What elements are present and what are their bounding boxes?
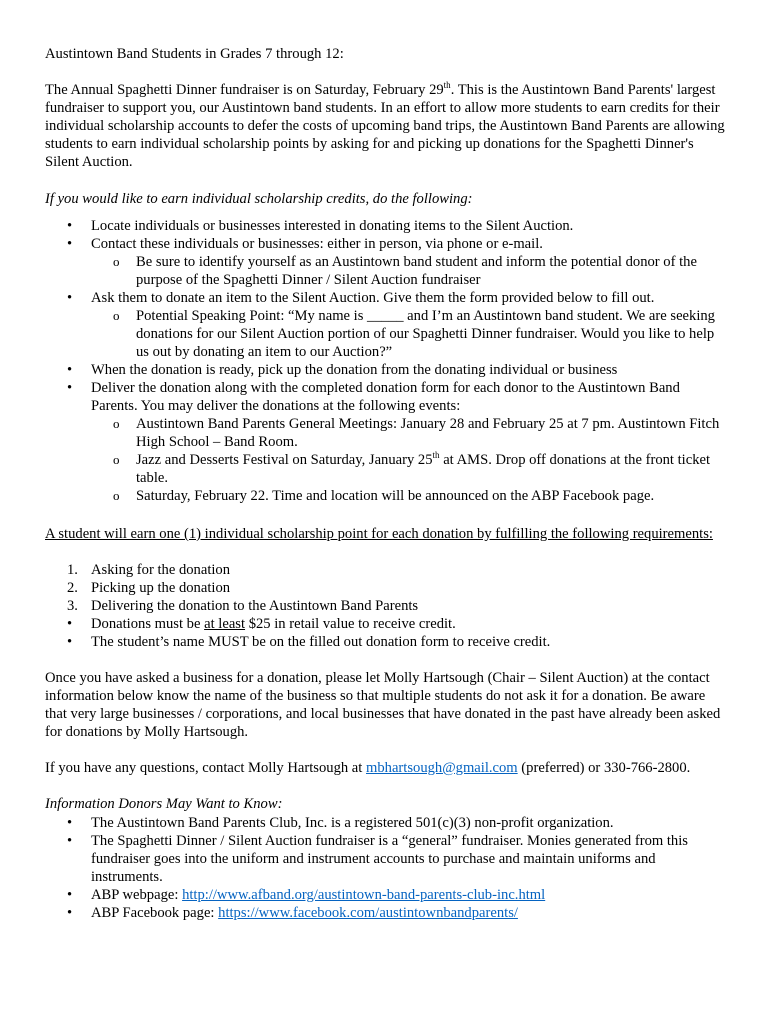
requirement-item [45, 561, 727, 579]
bullet-icon: • [67, 218, 73, 234]
sub-step-item [45, 451, 727, 487]
sub-step-text: at AMS. Drop off donations at the front ticket table. [136, 452, 711, 486]
greeting: Austintown Band Students in Grades 7 through 12: [45, 46, 344, 62]
bullet-icon: • [67, 290, 73, 306]
requirement-text: Picking up the donation [91, 580, 231, 596]
bullet-icon: • [67, 905, 73, 921]
step-text: When the donation is ready, pick up the donation from the donating individual or business [91, 362, 618, 378]
step-item [45, 235, 727, 289]
step-item [45, 289, 727, 361]
sub-bullet-icon: o [113, 308, 120, 323]
requirement-text: Delivering the donation to the Austintown Band Parents [91, 598, 419, 614]
donor-info-item [45, 904, 727, 922]
sub-step-item [45, 253, 727, 289]
email-link[interactable]: mbhartsough@gmail.com [366, 760, 518, 776]
requirement-item [45, 597, 727, 615]
sub-steps-list [91, 307, 727, 361]
donor-info-list [45, 814, 727, 922]
webpage-link[interactable]: http://www.afband.org/austintown-band-parents-club-inc.html [182, 887, 546, 903]
sub-step-superscript: th [432, 450, 440, 460]
bullet-icon: • [67, 236, 73, 252]
steps-heading: If you would like to earn individual scholarship credits, do the following: [45, 191, 473, 207]
sub-steps-list [91, 253, 727, 289]
sub-bullet-icon: o [113, 452, 120, 467]
bullet-icon: • [67, 634, 73, 650]
requirement-emphasis: at least [204, 616, 246, 632]
bullet-icon: • [67, 887, 73, 903]
sub-step-item [45, 415, 727, 451]
requirement-item [45, 615, 727, 633]
requirement-text: $25 in retail value to receive credit. [245, 616, 456, 632]
requirements-list [45, 561, 727, 651]
requirement-item [45, 579, 727, 597]
bullet-icon: • [67, 833, 73, 849]
step-item [45, 379, 727, 505]
steps-list [45, 217, 727, 505]
step-text: Locate individuals or businesses interested in donating items to the Silent Auction. [91, 218, 574, 234]
donor-info-item [45, 886, 727, 904]
sub-bullet-icon: o [113, 416, 120, 431]
facebook-link[interactable]: https://www.facebook.com/austintownbandparents/ [218, 905, 518, 921]
requirements-heading: A student will earn one (1) individual scholarship point for each donation by fulfilling the following requirements: [45, 526, 713, 542]
sub-steps-list [91, 415, 727, 505]
sub-step-text: Potential Speaking Point: “My name is _____ and I’m an Austintown band student. We are seeking donations for our Silent Auction portion of our Spaghetti Dinner fundraiser. Would you like to help us out by donating an item to our Auction?” [136, 308, 715, 360]
contact-paragraph [45, 759, 727, 777]
list-number: 2. [67, 580, 78, 596]
donor-info-text: The Austintown Band Parents Club, Inc. is a registered 501(c)(3) non-profit organization. [91, 815, 614, 831]
step-text: Ask them to donate an item to the Silent Auction. Give them the form provided below to fill out. [91, 290, 655, 306]
requirement-item [45, 633, 727, 651]
donor-info-text: ABP Facebook page: [91, 905, 219, 921]
donor-info-item [45, 832, 727, 886]
intro-paragraph [45, 81, 727, 171]
donor-info-item [45, 814, 727, 832]
requirement-text: Asking for the donation [91, 562, 231, 578]
bullet-icon: • [67, 616, 73, 632]
intro-text-1: The Annual Spaghetti Dinner fundraiser is on Saturday, February 29 [45, 82, 444, 98]
step-item [45, 217, 727, 235]
sub-step-item [45, 307, 727, 361]
list-number: 3. [67, 598, 78, 614]
donor-info-heading: Information Donors May Want to Know: [45, 796, 283, 812]
sub-step-item [45, 487, 727, 505]
sub-step-text: Jazz and Desserts Festival on Saturday, January 25 [136, 452, 433, 468]
bullet-icon: • [67, 815, 73, 831]
sub-step-text: Saturday, February 22. Time and location will be announced on the ABP Facebook page. [136, 488, 655, 504]
contact-text: If you have any questions, contact Molly Hartsough at [45, 760, 366, 776]
sub-step-text: Austintown Band Parents General Meetings: January 28 and February 25 at 7 pm. Austintown Fitch High School – Band Room. [136, 416, 720, 450]
bullet-icon: • [67, 380, 73, 396]
requirement-text: The student’s name MUST be on the filled out donation form to receive credit. [91, 634, 551, 650]
intro-superscript: th [443, 80, 451, 90]
sub-step-text: Be sure to identify yourself as an Austintown band student and inform the potential donor of the purpose of the Spaghetti Dinner / Silent Auction fundraiser [136, 254, 697, 288]
step-item [45, 361, 727, 379]
requirement-text: Donations must be [91, 616, 205, 632]
intro-text-2: . This is the Austintown Band Parents' largest fundraiser to support you, our Austintown band students. In an effort to allow more students to earn credits for their individual scholarship accounts to defer the costs of upcoming band trips, the Austintown Band Parents are allowing students to earn individual scholarship points by asking for and picking up donations for the Spaghetti Dinner's Silent Auction. [45, 82, 725, 170]
bullet-icon: • [67, 362, 73, 378]
sub-bullet-icon: o [113, 254, 120, 269]
step-text: Deliver the donation along with the completed donation form for each donor to the Austintown Band Parents. You may deliver the donations at the following events: [91, 380, 680, 414]
contact-text: (preferred) or 330-766-2800. [517, 760, 691, 776]
donor-info-text: The Spaghetti Dinner / Silent Auction fundraiser is a “general” fundraiser. Monies generated from this fundraiser goes into the uniform and instrument accounts to purchase and maintain uniforms and instruments. [91, 833, 688, 885]
list-number: 1. [67, 562, 78, 578]
step-text: Contact these individuals or businesses: either in person, via phone or e-mail. [91, 236, 543, 252]
donor-info-text: ABP webpage: [91, 887, 183, 903]
notice-paragraph: Once you have asked a business for a donation, please let Molly Hartsough (Chair – Silent Auction) at the contact information below know the name of the business so that multiple students do not ask it for a donation. Be aware that very large businesses / corporations, and local businesses that have donated in the past have already been asked for donations by Molly Hartsough. [45, 670, 721, 740]
sub-bullet-icon: o [113, 488, 120, 503]
